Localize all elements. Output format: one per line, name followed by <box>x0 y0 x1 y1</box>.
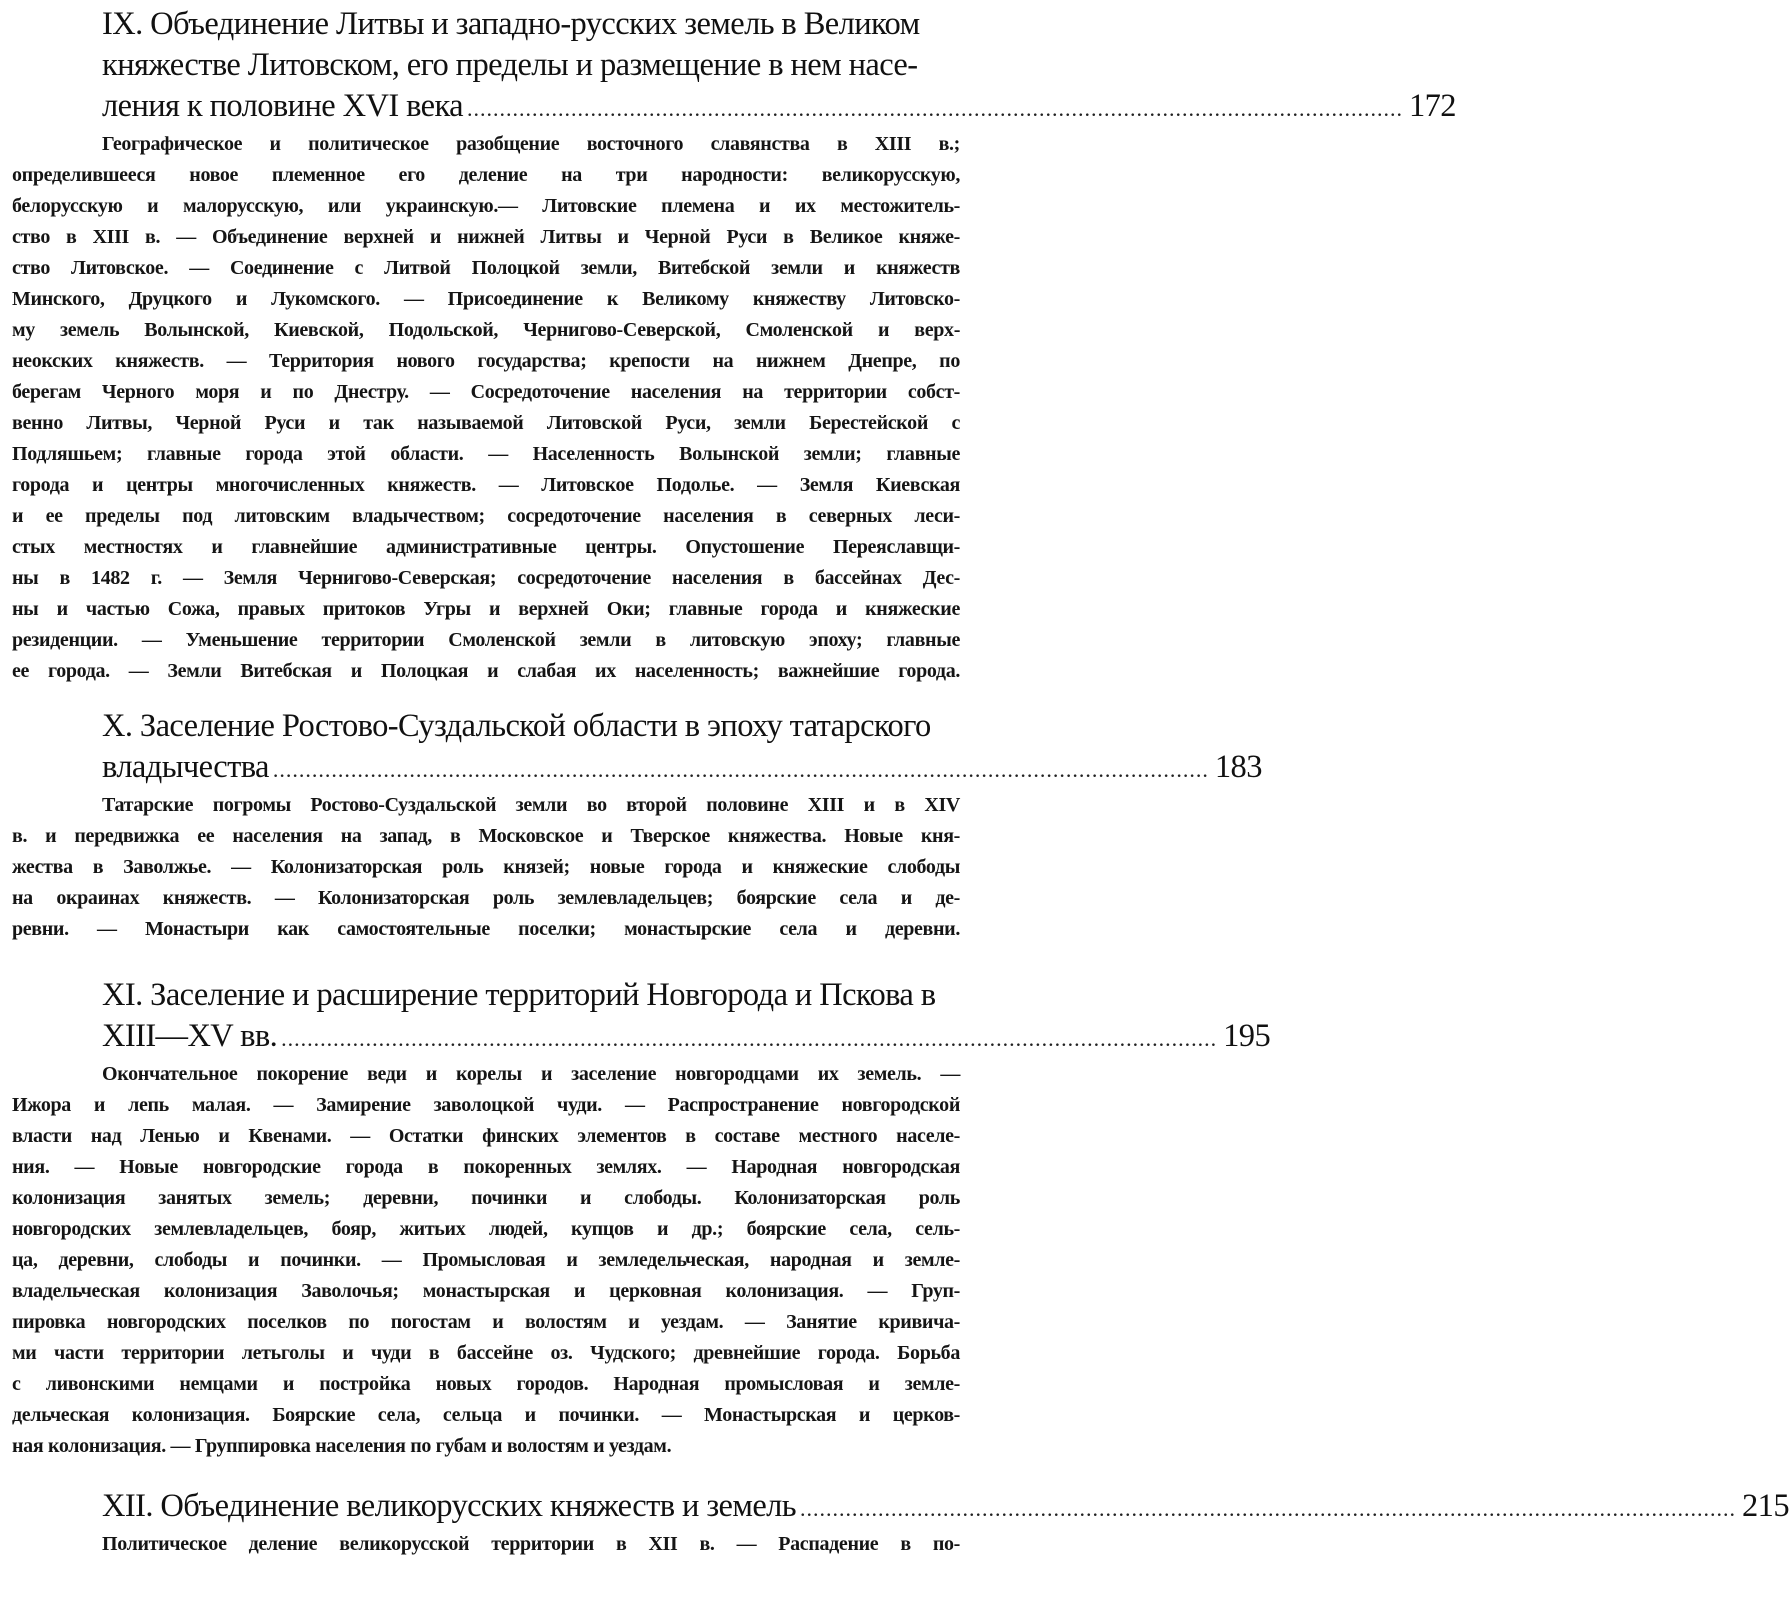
summary-line: ревни. — Монастыри как самостоятельные поселки; монастырские села и деревни. <box>12 918 960 940</box>
summary-line: с ливонскими немцами и постройка новых городов. Народная промысловая и земле- <box>12 1373 960 1395</box>
heading-last-line <box>102 747 1262 790</box>
summary-line: ца, деревни, слободы и починки. — Промысловая и земледельческая, народная и земле- <box>12 1249 960 1271</box>
section-summary <box>12 790 960 945</box>
heading-line: IX. Объединение Литвы и западно-русских земель в Великом <box>102 6 920 42</box>
summary-line: Географическое и политическое разобщение восточного славянства в XIII в.; <box>102 133 960 155</box>
toc-section-x <box>0 706 1262 945</box>
summary-line: ная колонизация. — Группировка населения по губам и волостям и уездам. <box>12 1435 672 1457</box>
summary-line: ны и частью Сожа, правых притоков Угры и верхней Оки; главные города и княжеские <box>12 598 960 620</box>
section-summary <box>12 1059 960 1462</box>
toc-section-ix <box>0 4 1456 687</box>
summary-line: резиденции. — Уменьшение территории Смоленской земли в литовскую эпоху; главные <box>12 629 960 651</box>
summary-line: Татарские погромы Ростово-Суздальской земли во второй половине XIII и в XIV <box>102 794 960 816</box>
summary-line: и ее пределы под литовским владычеством; сосредоточение населения в северных леси- <box>12 505 960 527</box>
summary-line: белорусскую и малорусскую, или украинскую.— Литовские племена и их местожитель- <box>12 195 960 217</box>
summary-line: ны в 1482 г. — Земля Чернигово-Северская; сосредоточение населения в бассейнах Дес- <box>12 567 960 589</box>
section-heading <box>102 975 1271 1059</box>
summary-line: новгородских землевладельцев, бояр, житьих людей, купцов и др.; боярские села, сель- <box>12 1218 960 1240</box>
heading-line: XI. Заселение и расширение территорий Новгорода и Пскова в <box>102 977 936 1013</box>
heading-line: XIII—XV вв. <box>102 1018 278 1054</box>
summary-line: Минского, Друцкого и Лукомского. — Присоединение к Великому княжеству Литовско- <box>12 288 960 310</box>
dot-leader: ................................................................................................................................................ <box>272 757 1209 782</box>
page-number: 215 <box>1742 1488 1789 1524</box>
toc-section-xi <box>0 975 1271 1462</box>
summary-line: Политическое деление великорусской территории в XII в. — Распадение в по- <box>102 1533 960 1555</box>
heading-last-line <box>102 1486 1789 1529</box>
dot-leader: ................................................................................................................................................ <box>466 96 1403 121</box>
summary-line: му земель Волынской, Киевской, Подольской, Чернигово-Северской, Смоленской и верх- <box>12 319 960 341</box>
summary-line: Ижора и лепь малая. — Замирение заволоцкой чуди. — Распространение новгородской <box>12 1094 960 1116</box>
summary-line: стых местностях и главнейшие административные центры. Опустошение Переяславщи- <box>12 536 960 558</box>
section-heading <box>102 706 1262 790</box>
heading-line: владычества <box>102 749 269 785</box>
page-number: 195 <box>1223 1018 1271 1054</box>
summary-line: ния. — Новые новгородские города в покоренных землях. — Народная новгородская <box>12 1156 960 1178</box>
summary-line: Подляшьем; главные города этой области. — Населенность Волынской земли; главные <box>12 443 960 465</box>
summary-line: пировка новгородских поселков по погостам и волостям и уездам. — Занятие кривича- <box>12 1311 960 1333</box>
heading-last-line <box>102 1016 1271 1059</box>
summary-line: владельческая колонизация Заволочья; монастырская и церковная колонизация. — Груп- <box>12 1280 960 1302</box>
summary-line: на окраинах княжеств. — Колонизаторская роль землевладельцев; боярские села и де- <box>12 887 960 909</box>
summary-line: в. и передвижка ее населения на запад, в Московское и Тверское княжества. Новые кня- <box>12 825 960 847</box>
heading-line: княжестве Литовском, его пределы и размещение в нем насе- <box>102 47 918 83</box>
summary-line: колонизация занятых земель; деревни, починки и слободы. Колонизаторская роль <box>12 1187 960 1209</box>
section-heading <box>102 1486 1789 1529</box>
summary-line: венно Литвы, Черной Руси и так называемой Литовской Руси, земли Берестейской с <box>12 412 960 434</box>
summary-line: жества в Заволжье. — Колонизаторская роль князей; новые города и княжеские слободы <box>12 856 960 878</box>
summary-line: ее города. — Земли Витебская и Полоцкая и слабая их населенность; важнейшие города. <box>12 660 960 682</box>
summary-line: города и центры многочисленных княжеств. — Литовское Подолье. — Земля Киевская <box>12 474 960 496</box>
summary-line: неокских княжеств. — Территория нового государства; крепости на нижнем Днепре, по <box>12 350 960 372</box>
summary-line: определившееся новое племенное его деление на три народности: великорусскую, <box>12 164 960 186</box>
section-summary <box>12 129 960 687</box>
page-number: 183 <box>1214 749 1262 785</box>
heading-line: X. Заселение Ростово-Суздальской области в эпоху татарского <box>102 708 931 744</box>
summary-line: берегам Черного моря и по Днестру. — Сосредоточение населения на территории собст- <box>12 381 960 403</box>
summary-line: Окончательное покорение веди и корелы и заселение новгородцами их земель. — <box>102 1063 960 1085</box>
summary-line: власти над Ленью и Квенами. — Остатки финских элементов в составе местного населе- <box>12 1125 960 1147</box>
heading-last-line <box>102 86 1456 129</box>
section-heading <box>102 4 1456 129</box>
heading-line: ления к половине XVI века <box>102 88 463 124</box>
summary-line: ми части территории летьголы и чуди в бассейне оз. Чудского; древнейшие города. Борьба <box>12 1342 960 1364</box>
dot-leader: ................................................................................................................................................ <box>281 1026 1218 1051</box>
section-summary <box>12 1529 960 1560</box>
summary-line: ство Литовское. — Соединение с Литвой Полоцкой земли, Витебской земли и княжеств <box>12 257 960 279</box>
summary-line: ство в XIII в. — Объединение верхней и нижней Литвы и Черной Руси в Великое княже- <box>12 226 960 248</box>
heading-line: XII. Объединение великорусских княжеств и земель <box>102 1488 797 1524</box>
summary-line: дельческая колонизация. Боярские села, сельца и починки. — Монастырская и церков- <box>12 1404 960 1426</box>
page-number: 172 <box>1408 88 1456 124</box>
toc-section-xii <box>0 1486 1789 1560</box>
dot-leader: ................................................................................................................................................ <box>800 1496 1737 1521</box>
